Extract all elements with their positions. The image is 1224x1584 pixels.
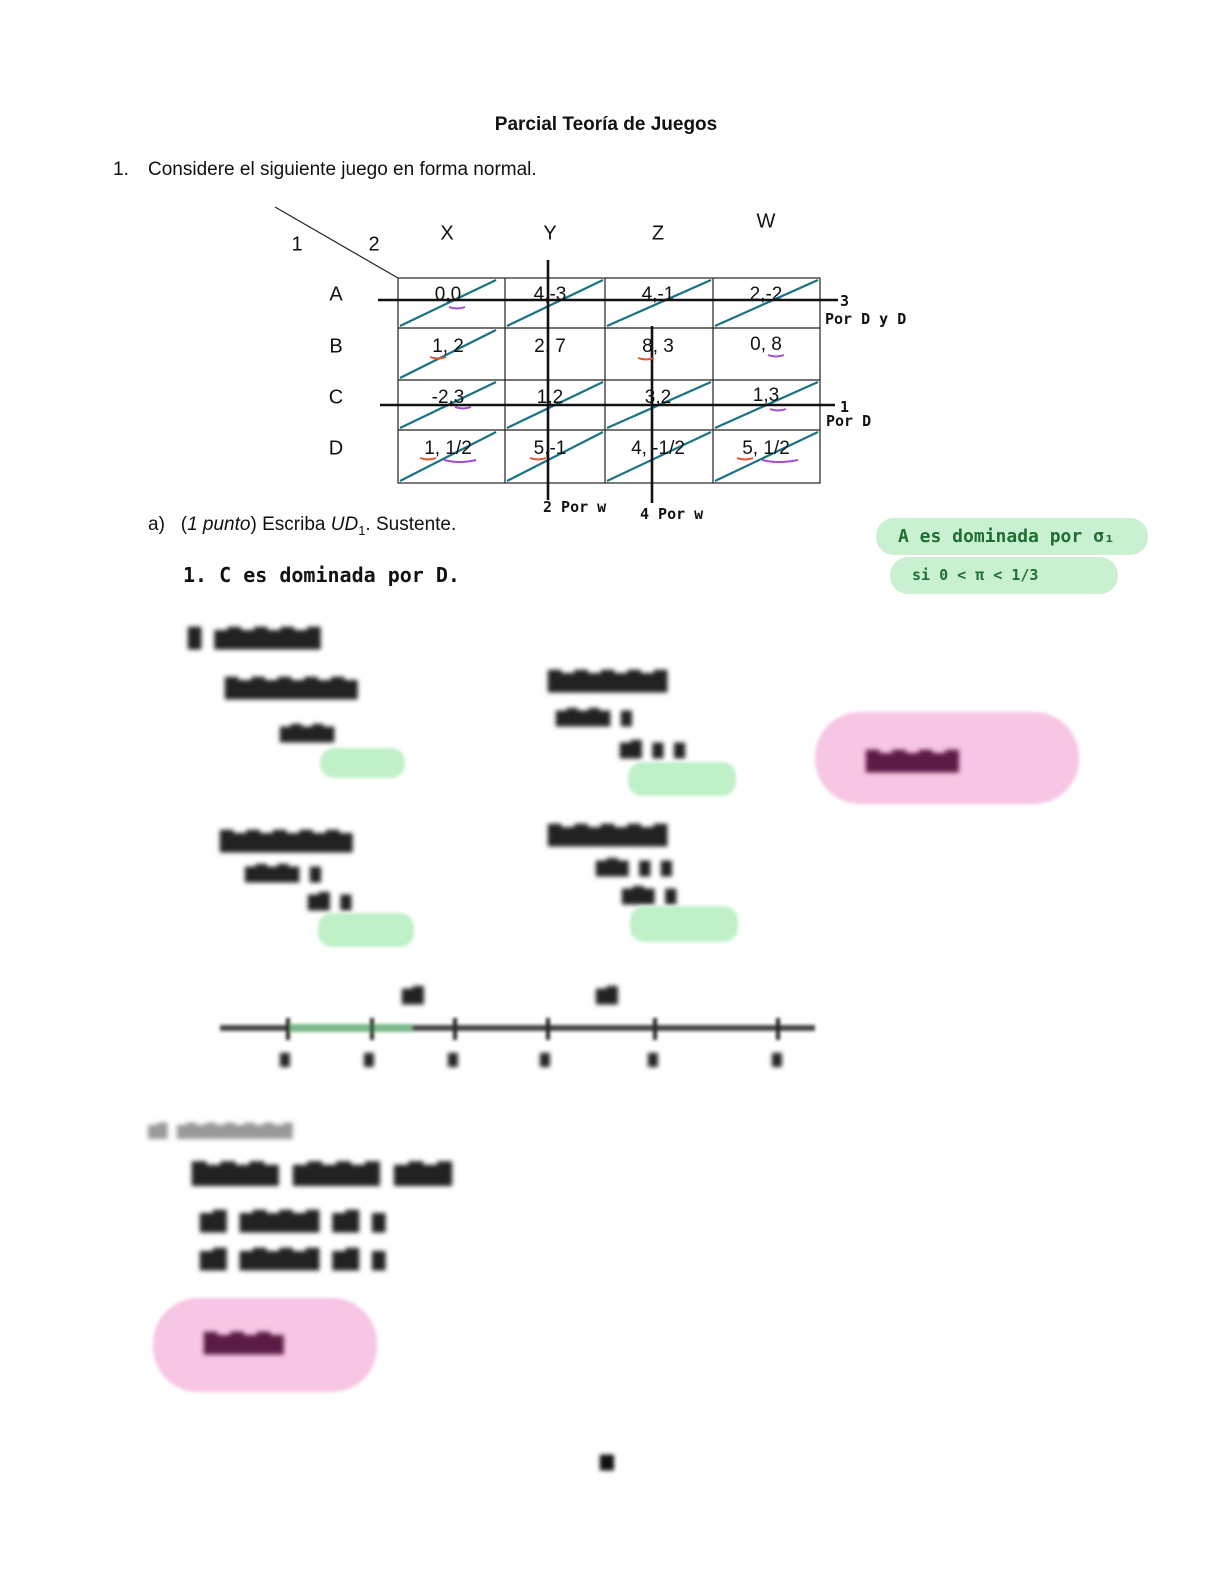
part-a-text: Escriba xyxy=(262,514,331,535)
blurred-handwriting: ▆▇▆▇▆ ▆ xyxy=(245,862,321,883)
question-number: 1. xyxy=(113,159,129,180)
blurred-handwriting: ▆▇ ▆▇▆▇▆▇ ▆▇ ▆ xyxy=(200,1246,386,1271)
question-1 xyxy=(113,159,537,181)
cell-b-y: 2, 7 xyxy=(534,336,566,357)
row-label-a: A xyxy=(329,283,343,306)
blurred-handwriting: ▆▇ ▆▇▆▇▆▇ ▆▇ ▆ xyxy=(200,1208,386,1233)
annotation-col-z: 4 Por w xyxy=(640,505,704,523)
part-a-points: 1 punto xyxy=(187,514,251,535)
part-a-label: a) xyxy=(148,514,165,535)
row-label-b: B xyxy=(329,335,343,358)
blurred-handwriting: ▆▇▆ ▆ xyxy=(622,884,677,905)
ud-subscript: 1 xyxy=(358,522,366,538)
blurred-handwriting: ▇ ▆▇▆▇▆▇▆▇ xyxy=(188,625,321,650)
blurred-handwriting: ▆ xyxy=(772,1048,782,1067)
blurred-handwriting: ▆▇ ▆ xyxy=(308,890,352,911)
row-label-c: C xyxy=(328,386,344,409)
annotation-row-c-num: 1 xyxy=(840,398,850,416)
green-note-2: si 0 < π < 1/3 xyxy=(912,566,1039,584)
number-line xyxy=(220,1018,815,1040)
row-player-label: 1 xyxy=(291,233,303,256)
annotation-row-a-note: Por D y D xyxy=(825,310,907,328)
blurred-handwriting: ▇▆▇▆▇▆ xyxy=(204,1330,284,1355)
cell-b-w: 0, 8 xyxy=(750,334,782,355)
green-note-1: A es dominada por σ₁ xyxy=(898,526,1115,547)
cell-a-y: 4,-3 xyxy=(533,284,567,305)
cell-c-w: 1,3 xyxy=(752,385,780,406)
blurred-handwriting: ▇▆▇▆▇▆▇▆▇ xyxy=(548,822,668,847)
col-label-y: Y xyxy=(543,222,557,245)
annotation-col-y: 2 Por w xyxy=(543,498,607,516)
cell-d-z: 4, -1/2 xyxy=(631,438,685,459)
blurred-green-pill xyxy=(630,906,738,942)
cell-c-y: 1,2 xyxy=(536,387,564,408)
cell-b-z: 8, 3 xyxy=(642,336,674,357)
part-a-question: a) (1 punto) Escriba $UD_1$. Sustente. xyxy=(148,514,457,538)
col-label-z: Z xyxy=(651,222,665,245)
cell-d-x: 1, 1/2 xyxy=(424,438,472,459)
blurred-handwriting: ▇▆▇▆▇▆ ▆▇▆▇▆▇ ▆▇▆▇ xyxy=(192,1158,453,1186)
blurred-handwriting: ▆ xyxy=(540,1048,550,1067)
blurred-green-pill xyxy=(318,913,414,947)
blurred-handwriting: ▇▆▇▆▇▆▇ xyxy=(866,748,959,773)
blurred-handwriting: ▇▆▇▆▇▆▇▆▇▆ xyxy=(225,675,358,700)
blurred-handwriting: ▇▆▇▆▇▆▇▆▇ xyxy=(548,668,668,693)
row-label-d: D xyxy=(328,437,344,460)
blurred-handwriting: ▆▇▆ ▆ ▆ xyxy=(596,856,672,877)
blurred-handwriting: ▆ xyxy=(364,1048,374,1067)
cell-c-x: -2,3 xyxy=(431,387,465,408)
blurred-handwriting: ▆ xyxy=(448,1048,458,1067)
cell-d-y: 5,-1 xyxy=(533,438,567,459)
col-label-w: W xyxy=(756,210,776,233)
blurred-handwriting: ▆▇ xyxy=(402,984,424,1005)
blurred-handwriting: ▆▇▆▇▆ ▆ xyxy=(556,706,632,727)
blurred-handwriting: ▆▇▆▇▆ xyxy=(280,722,335,743)
page-title: Parcial Teoría de Juegos xyxy=(494,114,718,135)
col-label-x: X xyxy=(440,222,454,245)
blurred-green-pill xyxy=(320,748,405,778)
blurred-green-pill xyxy=(628,762,736,796)
cell-a-w: 2,-2 xyxy=(749,284,783,305)
cell-b-x: 1, 2 xyxy=(432,336,464,357)
cell-a-x: 0,0 xyxy=(434,284,462,305)
page-number: ▆ xyxy=(600,1450,614,1470)
ud-symbol: UD xyxy=(330,514,359,535)
col-player-label: 2 xyxy=(368,233,380,256)
blurred-handwriting: ▆▇ ▆ ▆ xyxy=(620,738,686,759)
blurred-handwriting: ▆▇ xyxy=(596,984,618,1005)
part-a-text-end: . Sustente. xyxy=(365,514,457,535)
blurred-handwriting: ▇▆▇▆▇▆▇▆▇▆ xyxy=(220,828,353,853)
blurred-part-b: ▆▇ ▆▇▆▇▆▇▆▇▆▇▆▇ xyxy=(148,1120,293,1139)
question-text: Considere el siguiente juego en forma normal. xyxy=(148,159,537,180)
blurred-handwriting: ▆ xyxy=(280,1048,290,1067)
handwritten-step-1: 1. C es dominada por D. xyxy=(183,563,460,587)
cell-a-z: 4,-1 xyxy=(641,284,675,305)
cell-c-z: 3,2 xyxy=(644,387,672,408)
blurred-handwriting: ▆ xyxy=(648,1048,658,1067)
annotation-row-c-note: Por D xyxy=(826,412,872,430)
cell-d-w: 5, 1/2 xyxy=(742,438,790,459)
annotation-row-a-num: 3 xyxy=(840,292,850,310)
